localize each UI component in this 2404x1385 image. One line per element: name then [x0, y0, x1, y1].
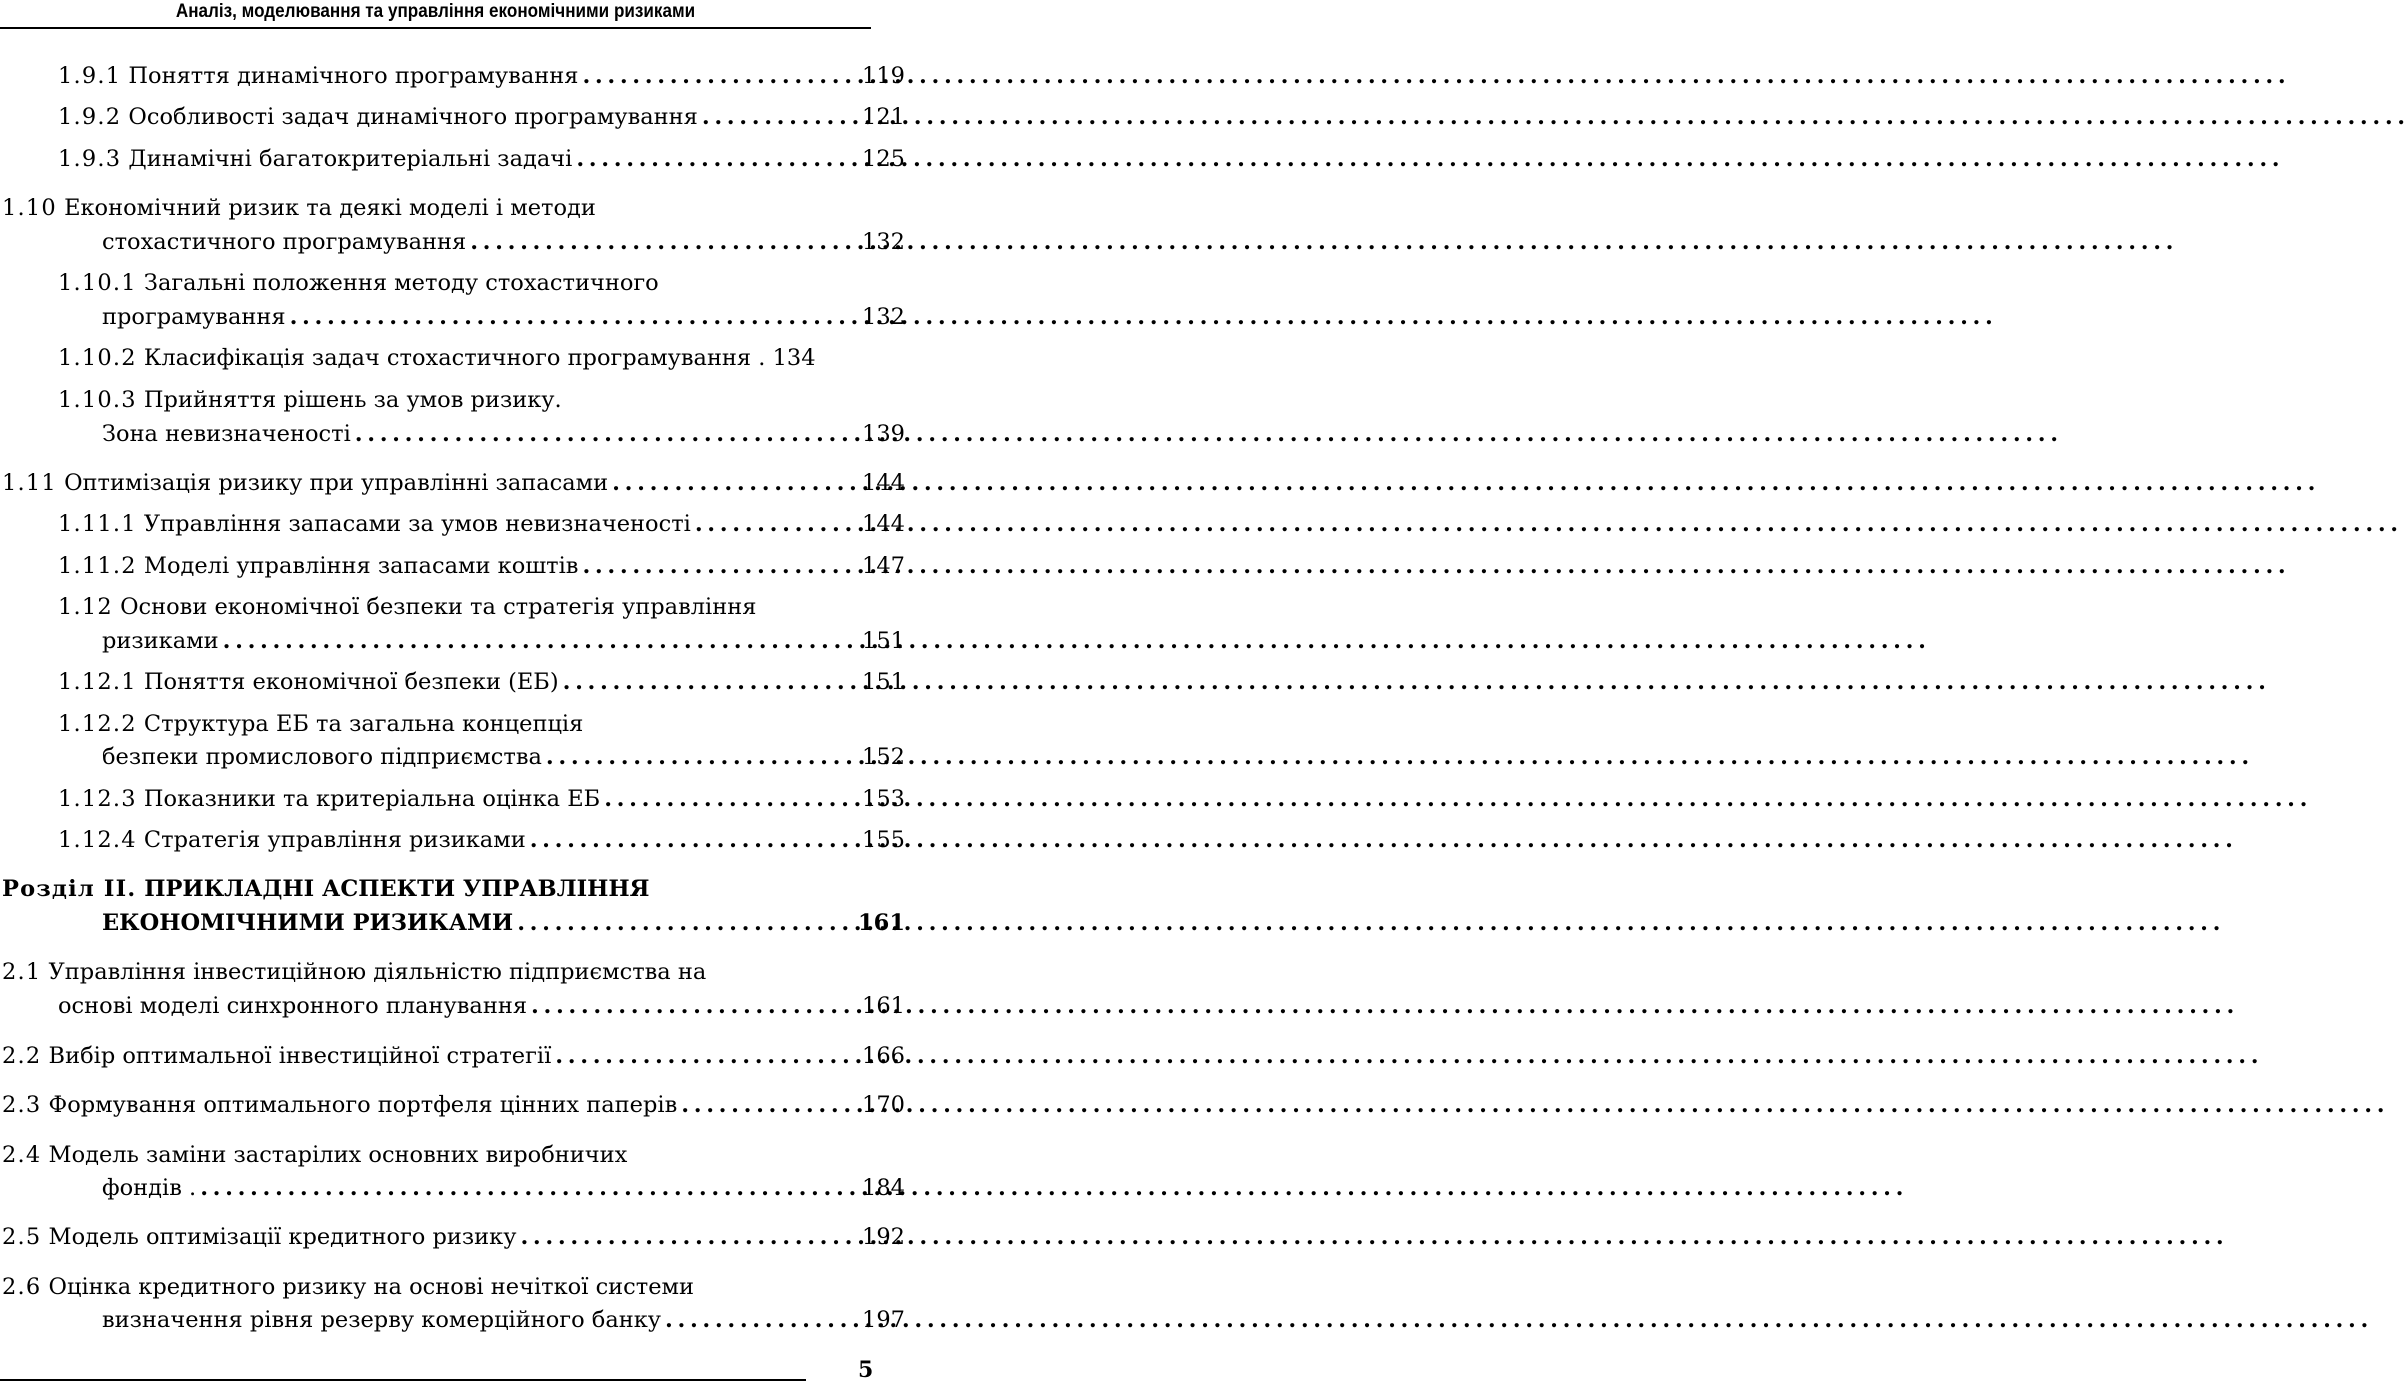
- toc-entry-1-12-cont[interactable]: [102, 626, 905, 656]
- toc-entry-2-1-cont[interactable]: [58, 991, 905, 1021]
- toc-entry-title: Загальні положення методу стохастичного: [143, 270, 659, 296]
- toc-entry-1-10[interactable]: [2, 193, 905, 223]
- leader-dots: [695, 509, 858, 539]
- toc-entry-page: 184: [862, 1175, 905, 1201]
- toc-entry-page: 170: [862, 1092, 905, 1118]
- toc-entry-page: 147: [862, 553, 905, 579]
- toc-entry-title: Моделі управління запасами коштів: [143, 553, 579, 579]
- leader-dots: [517, 908, 854, 938]
- toc-entry-page: 153: [862, 786, 905, 812]
- toc-entry-1-9-3[interactable]: [58, 144, 905, 174]
- toc-entry-title: Стратегія управління ризиками: [143, 827, 526, 853]
- toc-entry-title: Управління інвестиційною діяльністю підприємства на: [48, 959, 707, 985]
- toc-entry-page: 161: [858, 910, 905, 936]
- toc-entry-page: 152: [862, 744, 905, 770]
- leader-dots: [223, 626, 858, 656]
- toc-entry-1-12-2-cont[interactable]: [102, 742, 905, 772]
- toc-entry-2-3[interactable]: [2, 1090, 905, 1120]
- toc-entry-number: 1.10: [2, 195, 57, 221]
- toc-entry-1-9-2[interactable]: [58, 102, 905, 132]
- toc-entry-1-10-2[interactable]: [58, 343, 905, 373]
- leader-dots: [555, 1041, 858, 1071]
- toc-entry-title-continued: фондів .: [102, 1175, 197, 1201]
- toc-entry-2-4-cont[interactable]: [102, 1173, 905, 1203]
- toc-entry-page: 144: [862, 511, 905, 537]
- leader-dots: [546, 742, 858, 772]
- toc-entry-number: 1.12.4: [58, 827, 137, 853]
- toc-entry-title: Модель заміни застарілих основних виробничих: [48, 1142, 628, 1168]
- toc-entry-title: Структура ЕБ та загальна концепція: [143, 711, 584, 737]
- toc-section-2-heading-cont[interactable]: [102, 908, 905, 938]
- toc-entry-page: 197: [862, 1307, 905, 1333]
- toc-entry-1-11[interactable]: [2, 468, 905, 498]
- toc-entry-1-10-1-cont[interactable]: [102, 302, 905, 332]
- toc-entry-title-continued: ризиками: [102, 628, 219, 654]
- toc-entry-1-10-3[interactable]: [58, 385, 905, 415]
- toc-entry-page: 121: [862, 104, 905, 130]
- toc-entry-number: Розділ II.: [2, 876, 137, 902]
- toc-entry-page: 192: [862, 1224, 905, 1250]
- toc-entry-page: 139: [862, 421, 905, 447]
- leader-dots: [582, 551, 858, 581]
- toc-entry-page: 132: [862, 304, 905, 330]
- leader-dots: [290, 302, 858, 332]
- leader-dots: [200, 1173, 858, 1203]
- toc-entry-title: Класифікація задач стохастичного програмування .: [143, 345, 766, 371]
- toc-entry-number: 1.12: [58, 594, 113, 620]
- toc-entry-page: 151: [862, 628, 905, 654]
- toc-entry-title-continued: безпеки промислового підприємства: [102, 744, 542, 770]
- leader-dots: [576, 144, 858, 174]
- toc-entry-number: 1.9.1: [58, 63, 122, 89]
- toc-entry-number: 1.11: [2, 470, 57, 496]
- toc-entry-title: Поняття економічної безпеки (ЕБ): [143, 669, 559, 695]
- toc-entry-1-10-cont[interactable]: [102, 227, 905, 257]
- leader-dots: [665, 1305, 858, 1335]
- toc-entry-title-continued: Зона невизначеності: [102, 421, 351, 447]
- toc-entry-1-12-4[interactable]: [58, 825, 905, 855]
- toc-entry-title: Поняття динамічного програмування: [128, 63, 579, 89]
- toc-entry-number: 2.2: [2, 1043, 42, 1069]
- toc-entry-number: 1.12.3: [58, 786, 137, 812]
- leader-dots: [702, 102, 858, 132]
- toc-entry-1-12-1[interactable]: [58, 667, 905, 697]
- toc-entry-number: 2.3: [2, 1092, 42, 1118]
- running-header: Аналіз, моделювання та управління економічними ризиками: [175, 1, 696, 22]
- toc-entry-title: Основи економічної безпеки та стратегія управління: [120, 594, 757, 620]
- toc-entry-number: 1.10.1: [58, 270, 137, 296]
- leader-dots: [604, 784, 858, 814]
- toc-entry-page: 119: [862, 63, 905, 89]
- toc-entry-number: 1.11.2: [58, 553, 137, 579]
- toc-entry-number: 1.10.3: [58, 387, 137, 413]
- toc-entry-2-5[interactable]: [2, 1222, 905, 1252]
- toc-entry-2-6[interactable]: [2, 1272, 905, 1302]
- leader-dots: [531, 991, 858, 1021]
- toc-entry-page: 155: [862, 827, 905, 853]
- toc-entry-page: 132: [862, 229, 905, 255]
- toc-entry-page: 144: [862, 470, 905, 496]
- toc-entry-title: Показники та критеріальна оцінка ЕБ: [143, 786, 601, 812]
- toc-entry-title: Модель оптимізації кредитного ризику: [48, 1224, 517, 1250]
- toc-entry-1-11-1[interactable]: [58, 509, 905, 539]
- toc-entry-number: 2.4: [2, 1142, 42, 1168]
- toc-entry-number: 2.5: [2, 1224, 42, 1250]
- toc-entry-number: 1.9.2: [58, 104, 122, 130]
- toc-entry-title: Динамічні багатокритеріальні задачі: [128, 146, 573, 172]
- toc-entry-1-12[interactable]: [58, 592, 905, 622]
- footer-rule: [0, 1379, 806, 1381]
- toc-entry-title: Оптимізація ризику при управлінні запасами: [64, 470, 609, 496]
- leader-dots: [470, 227, 858, 257]
- toc-entry-1-10-3-cont[interactable]: [102, 419, 905, 449]
- toc-entry-number: 1.12.1: [58, 669, 137, 695]
- toc-entry-page: 134: [772, 345, 816, 371]
- toc-entry-title: ПРИКЛАДНІ АСПЕКТИ УПРАВЛІННЯ: [144, 876, 650, 902]
- toc-entry-title: Економічний ризик та деякі моделі і методи: [64, 195, 596, 221]
- toc-entry-page: 125: [862, 146, 905, 172]
- leader-dots: [563, 667, 858, 697]
- toc-entry-1-9-1[interactable]: [58, 61, 905, 91]
- leader-dots: [530, 825, 858, 855]
- toc-entry-number: 2.1: [2, 959, 42, 985]
- toc-entry-title: Оцінка кредитного ризику на основі нечіткої системи: [48, 1274, 695, 1300]
- page-number: 5: [858, 1357, 874, 1383]
- toc-entry-1-11-2[interactable]: [58, 551, 905, 581]
- toc-entry-title: Вибір оптимальної інвестиційної стратегії: [48, 1043, 552, 1069]
- toc-entry-title: Управління запасами за умов невизначеності: [143, 511, 691, 537]
- toc-entry-title: Формування оптимального портфеля цінних паперів: [48, 1092, 678, 1118]
- toc-entry-title-continued: визначення рівня резерву комерційного банку: [102, 1307, 662, 1333]
- toc-entry-2-2[interactable]: [2, 1041, 905, 1071]
- leader-dots: [582, 61, 858, 91]
- toc-entry-title-continued: стохастичного програмування: [102, 229, 467, 255]
- toc-entry-number: 1.10.2: [58, 345, 137, 371]
- toc-entry-title: Особливості задач динамічного програмування: [128, 104, 698, 130]
- toc-entry-2-1[interactable]: [2, 957, 905, 987]
- toc-entry-1-12-2[interactable]: [58, 709, 905, 739]
- toc-entry-title-continued: ЕКОНОМІЧНИМИ РИЗИКАМИ: [102, 910, 514, 936]
- toc-entry-title: Прийняття рішень за умов ризику.: [143, 387, 562, 413]
- toc-entry-1-12-3[interactable]: [58, 784, 905, 814]
- toc-entry-title-continued: програмування: [102, 304, 286, 330]
- leader-dots: [612, 468, 858, 498]
- toc-entry-page: 166: [862, 1043, 905, 1069]
- toc-entry-number: 1.11.1: [58, 511, 137, 537]
- toc-entry-page: 161: [862, 993, 905, 1019]
- toc-entry-number: 1.12.2: [58, 711, 137, 737]
- toc-entry-1-10-1[interactable]: [58, 268, 905, 298]
- toc-section-2-heading[interactable]: [2, 874, 905, 904]
- toc-entry-number: 1.9.3: [58, 146, 122, 172]
- leader-dots: [681, 1090, 858, 1120]
- header-rule: [0, 27, 871, 29]
- toc-entry-2-6-cont[interactable]: [102, 1305, 905, 1335]
- leader-dots: [520, 1222, 858, 1252]
- toc-entry-2-4[interactable]: [2, 1140, 905, 1170]
- toc-entry-page: 151: [862, 669, 905, 695]
- toc-entry-title-continued: основі моделі синхронного планування: [58, 993, 528, 1019]
- leader-dots: [355, 419, 858, 449]
- toc-entry-number: 2.6: [2, 1274, 42, 1300]
